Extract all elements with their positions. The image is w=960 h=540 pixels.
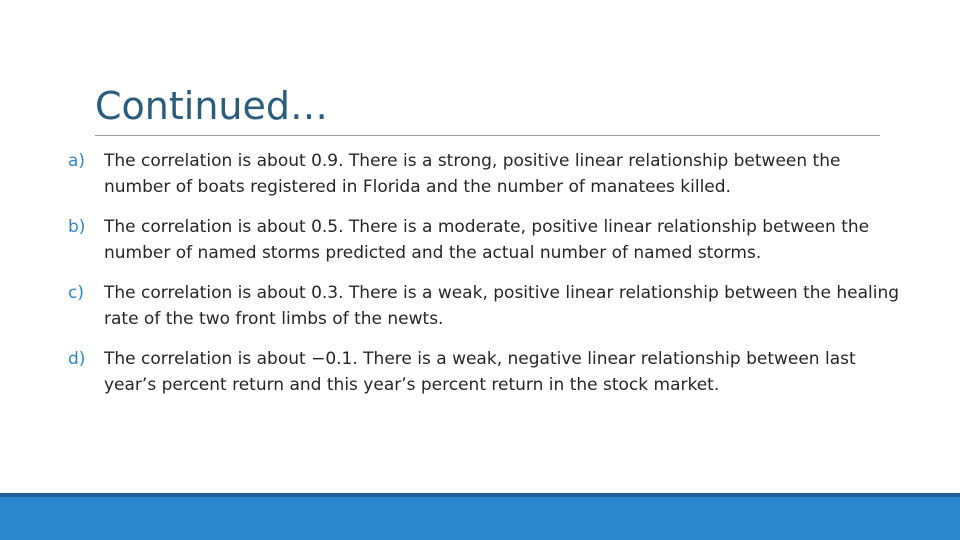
- answer-item-c: [68, 280, 908, 332]
- title-divider: [95, 135, 880, 136]
- answer-marker: b): [68, 217, 86, 237]
- answer-text: The correlation is about 0.9. There is a strong, positive linear relationship between the number of boats registered in Florida and the number of manatees killed.: [104, 151, 841, 197]
- answer-item-a: [68, 148, 908, 200]
- answer-marker: c): [68, 283, 84, 303]
- answer-item-d: [68, 346, 908, 398]
- answer-list: [68, 148, 908, 412]
- answer-item-b: [68, 214, 908, 266]
- answer-marker: d): [68, 349, 86, 369]
- answer-marker: a): [68, 151, 86, 171]
- answer-text: The correlation is about −0.1. There is a weak, negative linear relationship between last year’s percent return and this year’s percent return in the stock market.: [104, 349, 856, 395]
- footer-bar: [0, 497, 960, 540]
- answer-text: The correlation is about 0.3. There is a weak, positive linear relationship between the healing rate of the two front limbs of the newts.: [104, 283, 900, 329]
- slide-title: Continued…: [95, 84, 328, 128]
- answer-text: The correlation is about 0.5. There is a moderate, positive linear relationship between the number of named storms predicted and the actual number of named storms.: [104, 217, 870, 263]
